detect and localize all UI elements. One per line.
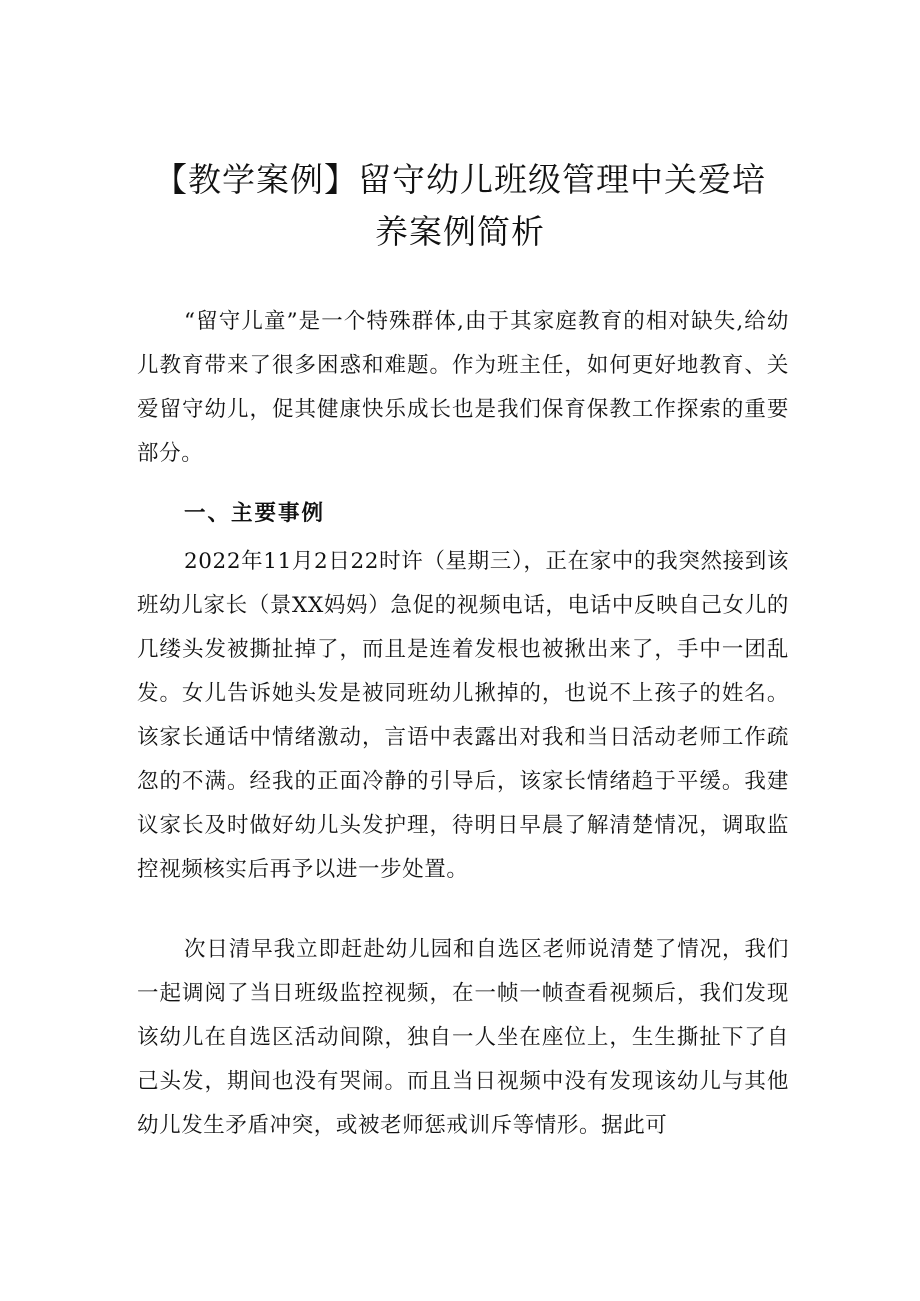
- section-heading-main-events: 一、主要事例: [184, 501, 326, 526]
- document-title-line-1: 【教学案例】留守幼儿班级管理中关爱培: [154, 160, 766, 199]
- intro-paragraph: “留守儿童”是一个特殊群体,由于其家庭教育的相对缺失,给幼儿教育带来了很多困惑和难题。作为班主任，如何更好地教育、关爱留守幼儿，促其健康快乐成长也是我们保育保教工作探索的重要部分。: [137, 309, 789, 466]
- event-paragraph: 2022年11月2日22时许（星期三），正在家中的我突然接到该班幼儿家长（景XX妈妈）急促的视频电话，电话中反映自己女儿的几缕头发被撕扯掉了，而且是连着发根也被揪出来了，手中一团乱发。女儿告诉她头发是被同班幼儿揪掉的，也说不上孩子的姓名。该家长通话中情绪激动，言语中表露出对我和当日活动老师工作疏忽的不满。经我的正面冷静的引导后，该家长情绪趋于平缓。我建议家长及时做好幼儿头发护理，待明日早晨了解清楚情况，调取监控视频核实后再予以进一步处置。: [137, 549, 789, 882]
- next-day-paragraph: 次日清早我立即赶赴幼儿园和自选区老师说清楚了情况，我们一起调阅了当日班级监控视频，在一帧一帧查看视频后，我们发现该幼儿在自选区活动间隙，独自一人坐在座位上，生生撕扯下了自己头发，期间也没有哭闹。而且当日视频中没有发现该幼儿与其他幼儿发生矛盾冲突，或被老师惩戒训斥等情形。据此可: [137, 937, 789, 1138]
- document-title-line-2: 养案例简析: [375, 212, 545, 251]
